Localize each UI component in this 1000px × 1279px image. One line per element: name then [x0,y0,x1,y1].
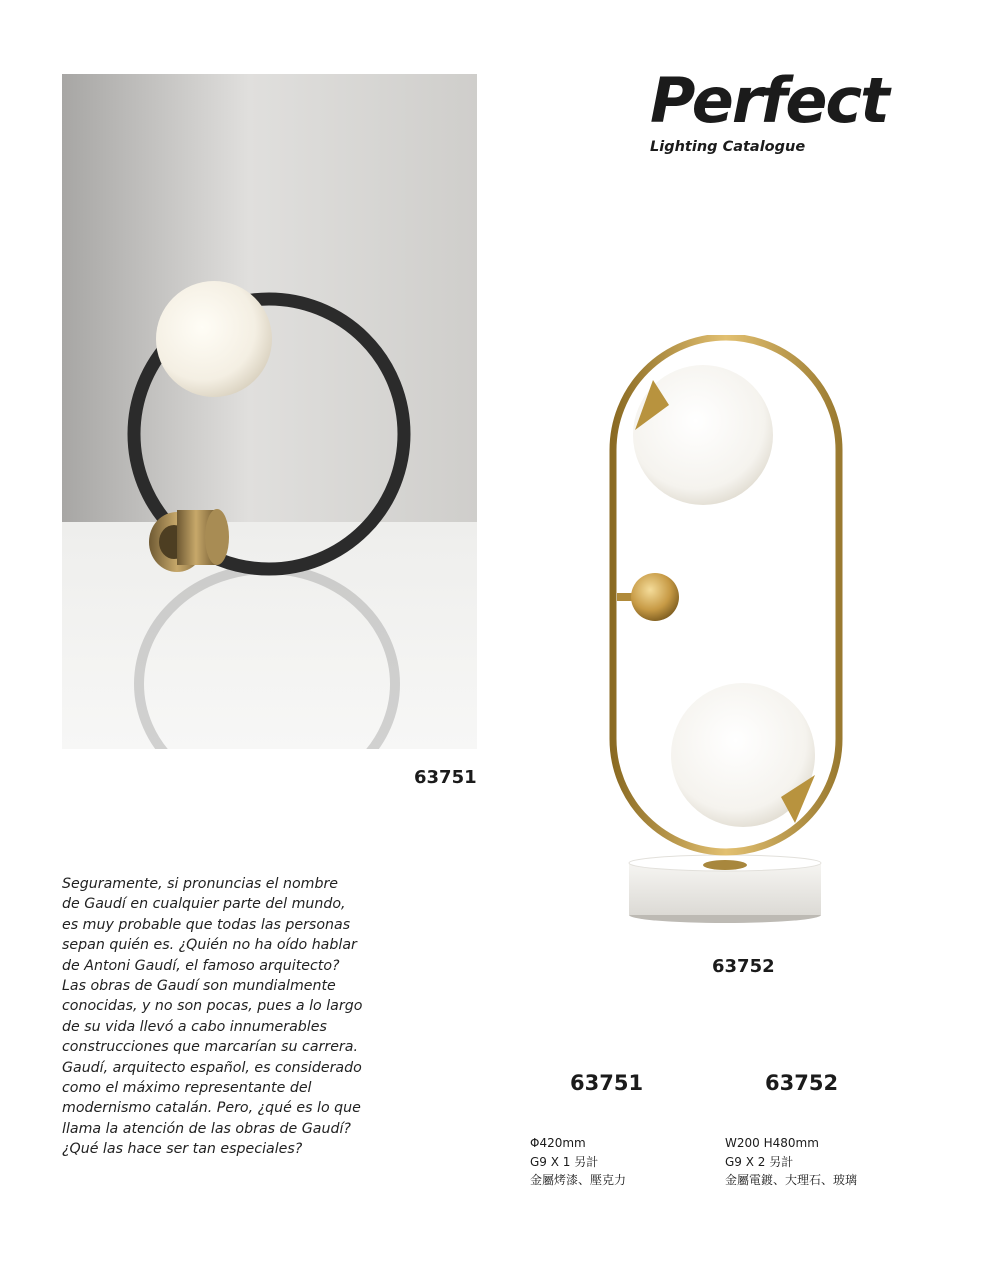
product-code-label: 63752 [712,956,775,977]
description-text: Seguramente, si pronuncias el nombre de Gaudí en cualquier parte del mundo, es muy probable que todas las personas sepan quién es. ¿Quién no ha oído hablar de Antoni Gaudí, el famoso arquitecto? Las obras de Gaudí son mundialmente conocidas, y no son pocas, pues a lo largo de su vida llevó a cabo innumerables construcciones que marcarían su carrera. Gaudí, arquitecto español, es considerado como el máximo representante del modernismo catalán. Pero, ¿qué es lo que llama la atención de las obras de Gaudí? ¿Qué las hace ser tan especiales? [62,876,363,1158]
spec-list [530,1134,626,1190]
brand-title: Perfect [650,64,888,137]
oval-lamp-image [595,335,865,935]
spec-line: G9 X 2 另計 [725,1154,794,1169]
spec-line: W200 H480mm [725,1136,819,1150]
product-code-label: 63751 [414,767,477,788]
spec-line: 金屬電鍍、大理石、玻璃 [725,1173,858,1187]
spec-code: 63751 [570,1071,644,1095]
spec-list [725,1134,857,1190]
brand-subtitle: Lighting Catalogue [650,139,806,155]
ring-lamp-image [62,74,477,749]
spec-line: 金屬烤漆、壓克力 [530,1173,627,1187]
spec-line: G9 X 1 另計 [530,1154,599,1169]
spec-code: 63752 [765,1071,839,1095]
product-photo-63751 [62,74,477,749]
product-photo-63752 [595,335,865,935]
spec-line: Φ420mm [530,1136,586,1150]
